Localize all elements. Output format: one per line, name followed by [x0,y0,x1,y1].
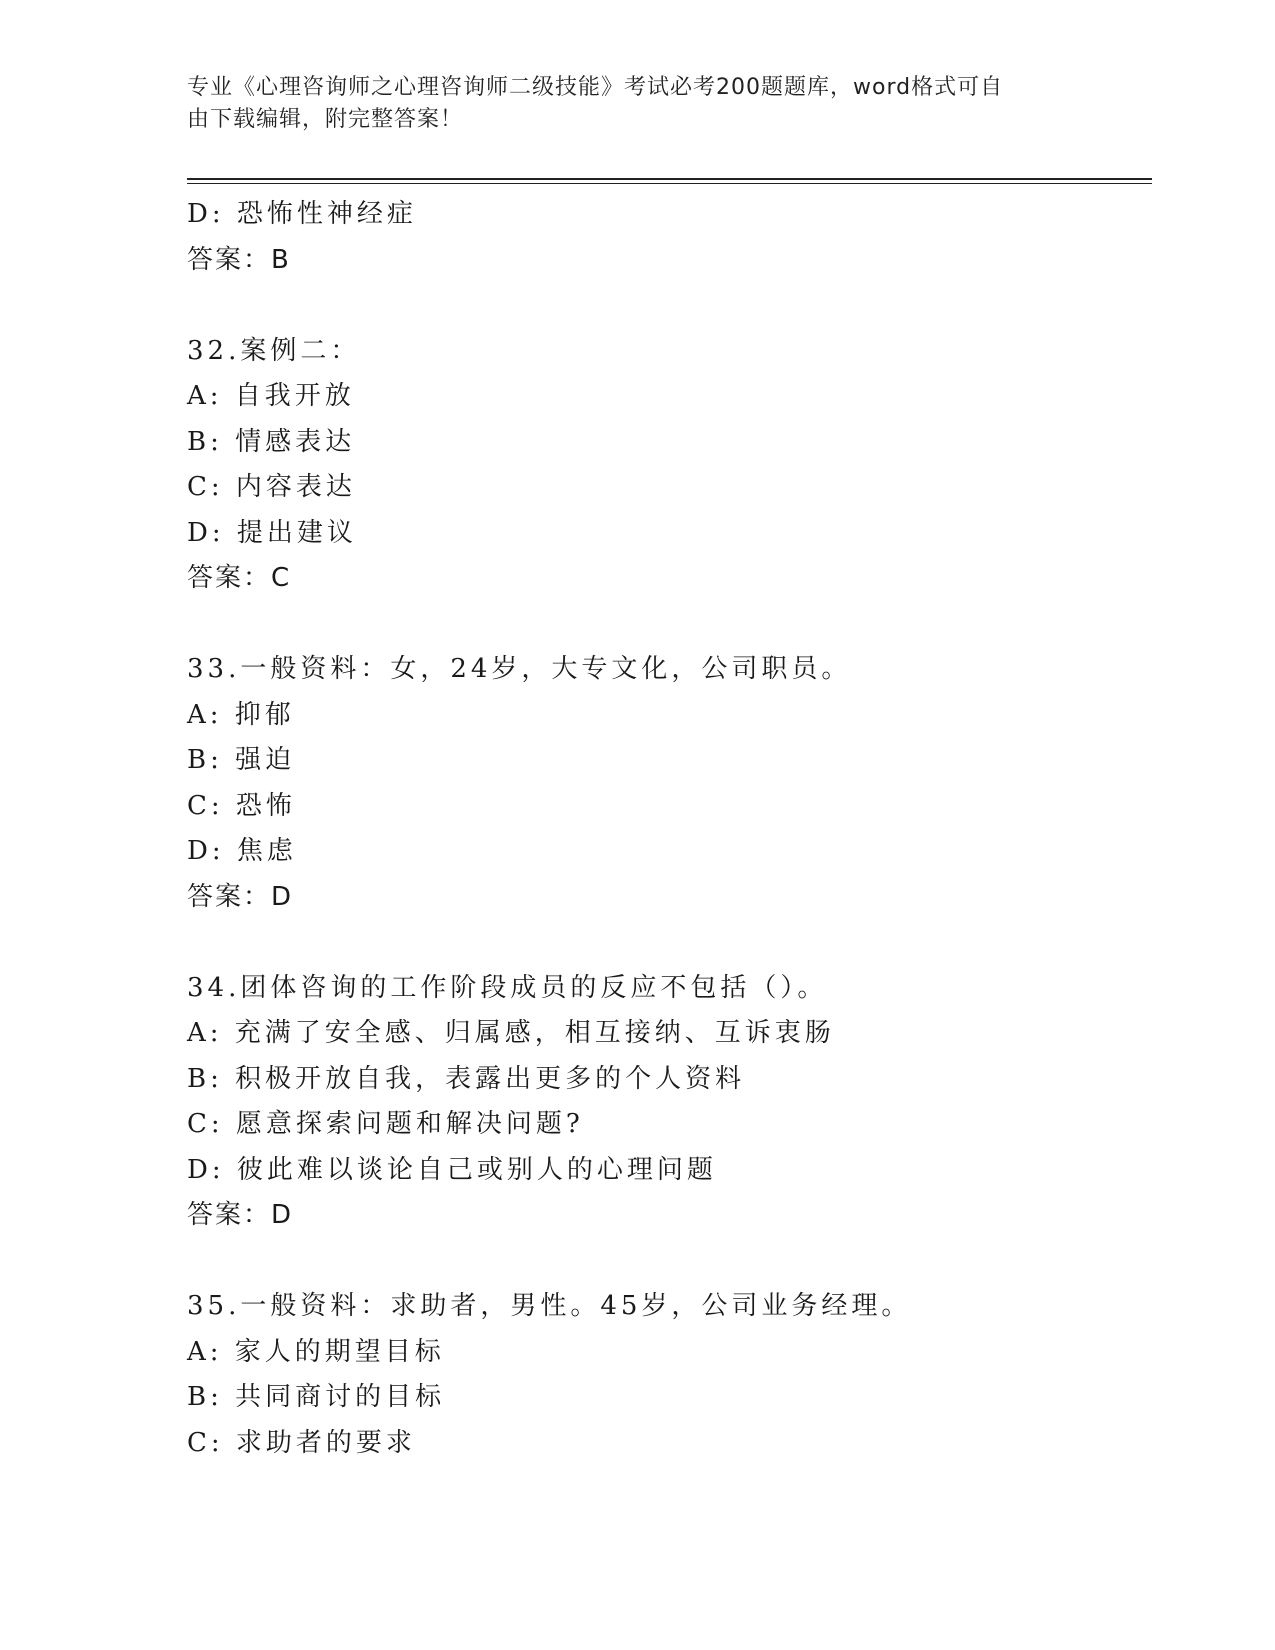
option-d: D: 焦虑 [187,836,297,866]
option-d: D: 恐怖性神经症 [187,199,417,229]
spacer [187,602,1152,648]
spacer [187,283,1152,329]
spacer [187,1239,1152,1285]
option-c: C: 求助者的要求 [187,1427,416,1458]
question-block-35 [187,1284,1152,1466]
option-a: A: 充满了安全感、归属感，相互接纳、互诉衷肠 [187,1018,835,1048]
answer-label: 答案：B [187,244,291,275]
header-line-2: 由下载编辑，附完整答案！ [187,107,464,132]
answer-label: 答案：C [187,563,292,593]
option-c: C: 愿意探索问题和解决问题? [187,1109,584,1139]
question-block-32 [187,329,1152,602]
option-a: A: 抑郁 [187,699,295,730]
question-block-33 [187,647,1152,920]
question-list [187,192,1152,1466]
question-text: 32.案例二： [187,335,361,366]
option-d: D: 提出建议 [187,517,357,548]
question-text: 33.一般资料：女，24岁，大专文化，公司职员。 [187,654,852,684]
option-b: B: 情感表达 [187,426,356,457]
option-b: B: 积极开放自我，表露出更多的个人资料 [187,1063,746,1094]
option-c: C: 内容表达 [187,472,356,502]
question-text: 35.一般资料：求助者，男性。45岁，公司业务经理。 [187,1291,912,1321]
option-c: C: 恐怖 [187,790,296,821]
header-line-1: 专业《心理咨询师之心理咨询师二级技能》考试必考200题题库，word格式可自 [187,75,1004,100]
option-b: B: 强迫 [187,745,296,775]
document-header [187,72,1067,136]
question-block-34 [187,966,1152,1239]
option-a: A: 家人的期望目标 [187,1336,445,1367]
answer-label: 答案：D [187,881,294,912]
answer-label: 答案：D [187,1200,294,1230]
spacer [187,920,1152,966]
option-b: B: 共同商讨的目标 [187,1382,446,1412]
option-d: D: 彼此难以谈论自己或别人的心理问题 [187,1154,717,1185]
question-block-31 [187,192,1152,283]
question-text: 34.团体咨询的工作阶段成员的反应不包括（）。 [187,972,828,1003]
option-a: A: 自我开放 [187,381,355,411]
header-divider-thick [187,178,1152,180]
header-divider-thin [187,183,1152,184]
